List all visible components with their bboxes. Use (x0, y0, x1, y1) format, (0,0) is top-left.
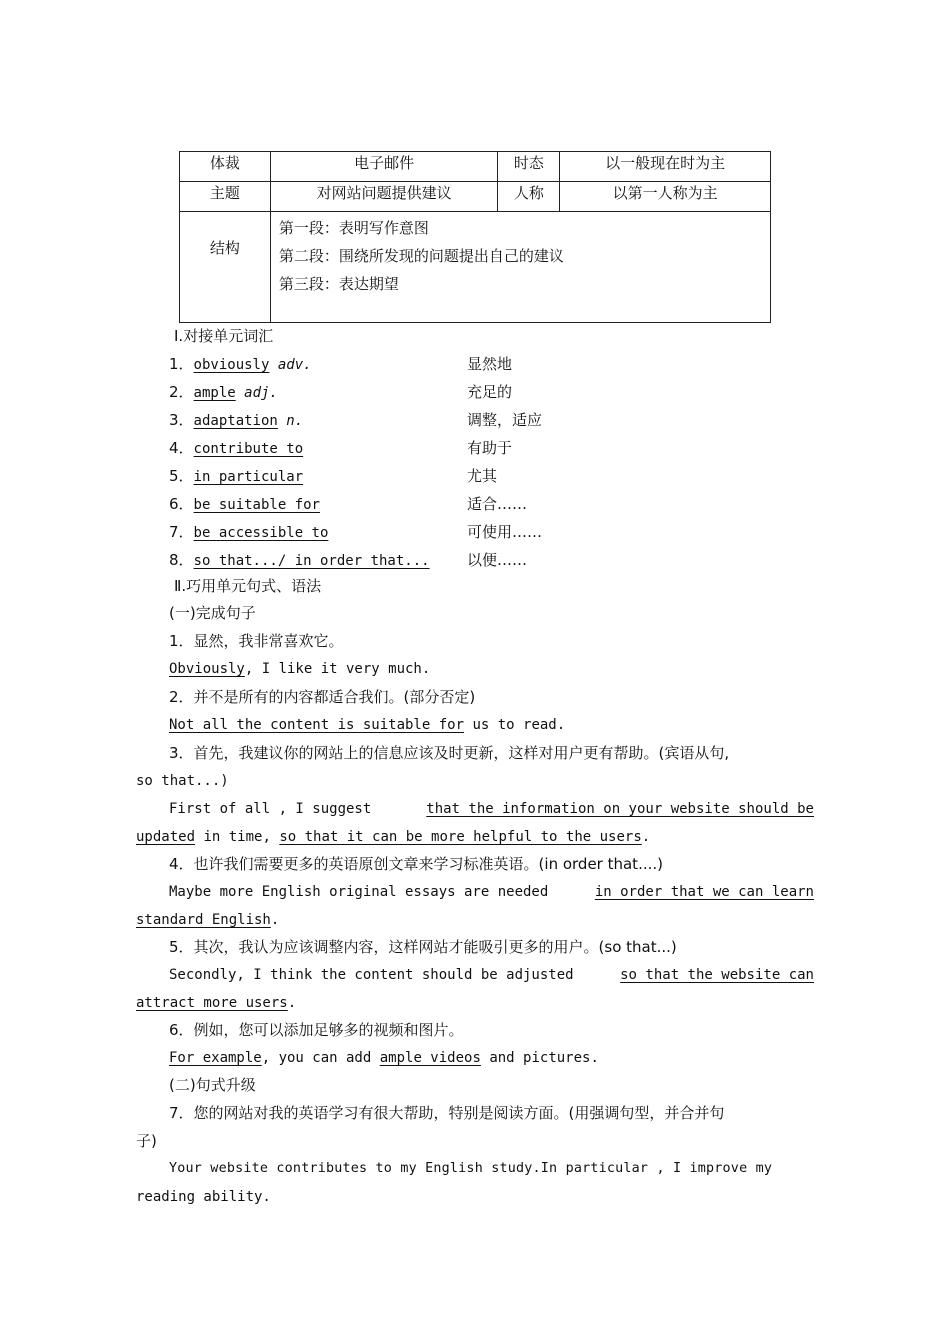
structure-label: 结构 (180, 212, 271, 323)
question-prompt: 3．首先，我建议你的网站上的信息应该及时更新，这样对用户更有帮助。(宾语从句, (169, 744, 730, 762)
question-answer: Obviously, I like it very much. (169, 661, 431, 677)
genre-value: 电子邮件 (270, 152, 498, 182)
topic-label: 主题 (180, 182, 271, 212)
structure-line: 第二段：围绕所发现的问题提出自己的建议 (278, 247, 564, 265)
question-answer: For example, you can add ample videos and pictures. (169, 1050, 599, 1066)
question-answer-cont: reading ability. (136, 1189, 271, 1205)
question-answer-cont: attract more users. (136, 995, 297, 1011)
question-prompt: 4．也许我们需要更多的英语原创文章来学习标准英语。(in order that....) (169, 855, 663, 873)
subsection-title: (二)句式升级 (169, 1076, 256, 1094)
list-item: 1．obviously adv. (169, 355, 312, 373)
question-answer: Your website contributes to my English study.In particular , I improve my (169, 1161, 773, 1176)
tense-value: 以一般现在时为主 (560, 152, 771, 182)
structure-value (270, 212, 770, 323)
topic-value: 对网站问题提供建议 (270, 182, 498, 212)
genre-label: 体裁 (180, 152, 271, 182)
question-answer: Not all the content is suitable for us to read. (169, 717, 566, 733)
structure-line: 第一段：表明写作意图 (278, 219, 429, 237)
vocab-meaning: 充足的 (467, 383, 513, 401)
table-row (180, 182, 771, 212)
vocab-meaning: 调整，适应 (467, 411, 543, 429)
section-title: Ⅰ.对接单元词汇 (174, 327, 274, 345)
question-answer: Maybe more English original essays are needed in order that we can learn (169, 884, 814, 900)
list-item: 3．adaptation n. (169, 411, 304, 429)
list-item: 8．so that.../ in order that... (169, 551, 430, 569)
question-prompt: 5．其次，我认为应该调整内容，这样网站才能吸引更多的用户。(so that...) (169, 938, 677, 956)
question-prompt: 6．例如，您可以添加足够多的视频和图片。 (169, 1021, 464, 1039)
list-item: 4．contribute to (169, 439, 304, 457)
person-label: 人称 (498, 182, 560, 212)
table-row (180, 152, 771, 182)
question-prompt: 2．并不是所有的内容都适合我们。(部分否定) (169, 688, 476, 706)
subsection-title: (一)完成句子 (169, 604, 256, 622)
section-title: Ⅱ.巧用单元句式、语法 (174, 577, 322, 595)
writing-summary-table (179, 151, 771, 323)
question-prompt: 7．您的网站对我的英语学习有很大帮助，特别是阅读方面。(用强调句型，并合并句 (169, 1104, 725, 1122)
question-answer-cont: updated in time, so that it can be more helpful to the users. (136, 829, 651, 845)
vocab-meaning: 可使用…… (467, 523, 543, 541)
vocab-meaning: 有助于 (467, 439, 513, 457)
vocab-meaning: 适合…… (467, 495, 528, 513)
table-row (180, 212, 771, 323)
list-item: 5．in particular (169, 467, 304, 485)
structure-line: 第三段：表达期望 (278, 275, 399, 293)
vocab-meaning: 以便…… (467, 551, 528, 569)
question-answer-cont: standard English. (136, 912, 280, 928)
tense-label: 时态 (498, 152, 560, 182)
person-value: 以第一人称为主 (560, 182, 771, 212)
list-item: 7．be accessible to (169, 523, 329, 541)
question-prompt-cont: so that...) (136, 773, 229, 789)
list-item: 6．be suitable for (169, 495, 320, 513)
vocab-meaning: 尤其 (467, 467, 498, 485)
vocab-meaning: 显然地 (467, 355, 513, 373)
question-prompt: 1．显然，我非常喜欢它。 (169, 632, 344, 650)
question-prompt-cont: 子) (136, 1132, 157, 1150)
list-item: 2．ample adj. (169, 383, 278, 401)
question-answer: Secondly, I think the content should be adjusted so that the website can (169, 967, 814, 983)
question-answer: First of all , I suggest that the information on your website should be (169, 801, 814, 817)
